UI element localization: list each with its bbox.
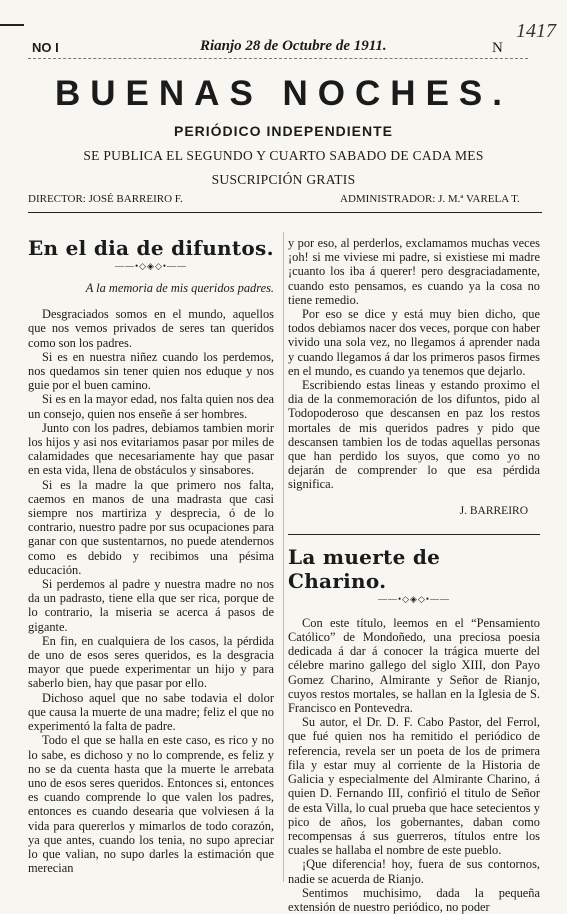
article-title: La muerte de Charino. — [288, 544, 441, 593]
left-column — [28, 232, 274, 875]
column-divider — [283, 232, 284, 882]
paragraph: Si es en nuestra niñez cuando los perdemos, nos quedamos sin tener quien nos eduque y nos guie por el buen camino. — [28, 349, 274, 393]
paragraph: Si es en la mayor edad, nos falta quien nos dea un consejo, quien nos enseñe á ser hombres. — [28, 392, 274, 421]
paragraph: Si es la madre la que primero nos falta, caemos en manos de una madrasta que casi siempre nos martiriza y desprecia, ó de lo contrario, nuestro padre por sus ocupaciones para ganar con que sustentarnos, no puede atendernos como es debido y recibimos una pésima educación. — [28, 477, 274, 577]
dedication: A la memoria de mis queridos padres. — [85, 281, 274, 295]
newspaper-subtitle: PERIÓDICO INDEPENDIENTE — [173, 123, 394, 139]
paragraph: y por eso, al perderlos, exclamamos muchas veces ¡oh! si me viviese mi padre, si existiese mi madre ¡cuanto los iba á querer! pero desgraciadamente, cuando esto pensamos, es cuando ya la cosa no tiene remedio. — [288, 236, 540, 307]
right-mark: N — [492, 40, 503, 56]
paragraph: Su autor, el Dr. D. F. Cabo Pastor, del Ferrol, que fué quien nos ha remitido el periódico de referencia, revela ser un poeta de los de primera fila y estar muy al corriente de la Historia de Galicia y especialmente del Almirante Charino, á quien D. Fernando III, confirió el titulo de Señor de esta Villa, lo cual prueba que hace setecientos y pico de años, los gobernantes, daban como recompensas á sus guerreros, títulos entre los cuales se hallaba el nombre de este pueblo. — [288, 715, 540, 858]
paragraph: Con este título, leemos en el “Pensamiento Católico” de Mondoñedo, una preciosa poesia dedicada á dar á conocer la trágica muerte del célebre marino gallego del siglo XIII, don Payo Gomez Charino, Almirante y Señor de Rianjo, cuyos restos mortales, se hallan en la Iglesia de S. Francisco en Pontevedra. — [288, 615, 540, 716]
issue-number: NO I — [32, 40, 59, 55]
ornament: ——•◇◈◇•—— — [377, 593, 451, 604]
masthead-top-rule — [28, 58, 528, 59]
paragraph: Si perdemos al padre y nuestra madre no nos da un padrasto, tiene ella que ser rica, porque de lo contrario, la miseria se acerca á pasos de gigante. — [28, 577, 274, 634]
paragraph: Por eso se dice y está muy bien dicho, que todos debiamos nacer dos veces, porque con haber vivido una sola vez, no llegamos á aprender nada y cuando llegamos á dar los primeros pasos firmes en el mundo, es cuando ya tenemos que dejarlo. — [288, 307, 540, 378]
signature: J. BARREIRO — [459, 504, 528, 517]
article-separator — [288, 534, 540, 535]
director-credit: DIRECTOR: JOSÉ BARREIRO F. — [28, 193, 183, 205]
subscription-note: SUSCRIPCIÓN GRATIS — [211, 172, 356, 187]
archive-mark: 1417 — [516, 20, 556, 42]
paragraph: Junto con los padres, debiamos tambien morir los hijos y asi nos evitariamos pasar por miles de calamidades que necesariamente hay que pasar en esta vida, llena de obstáculos y sinsabores. — [28, 420, 274, 478]
paragraph: ¡Que diferencia! hoy, fuera de sus contornos, nadie se acuerda de Rianjo. — [288, 857, 540, 886]
paragraph: Sentimos muchisimo, dada la pequeña extensión de nuestro periódico, no poder — [288, 885, 540, 914]
masthead-bottom-rule — [28, 212, 542, 213]
newspaper-title: BUENAS NOCHES. — [55, 74, 512, 113]
article-title: En el dia de difuntos. — [28, 236, 274, 260]
paragraph: Desgraciados somos en el mundo, aquellos que nos vemos privados de seres tan queridos como son los padres. — [28, 307, 274, 350]
paragraph: Dichoso aquel que no sabe todavia el dolor que causa la muerte de una madre; feliz el que no experimentó la falta de padre. — [28, 690, 274, 734]
dateline: Rianjo 28 de Octubre de 1911. — [200, 38, 387, 54]
ornament: ——•◇◈◇•—— — [114, 261, 188, 271]
paragraph: Escribiendo estas lineas y estando proximo el dia de la conmemoración de los difuntos, pido al Todopoderoso que descansen en paz los restos mortales de mis queridos padres y pido que descansen tambien los de todas aquellas personas que han perdido los suyos, que como yo no dejarán de comprender lo que esa pérdida significa. — [288, 378, 540, 492]
right-column — [288, 236, 540, 914]
administrator-credit: ADMINISTRADOR: J. M.ª VARELA T. — [340, 193, 520, 205]
paragraph: Todo el que se halla en este caso, es rico y no lo sabe, es dichoso y no lo comprende, es feliz y no se da cuenta hasta que la muerte le arrebata uno de esos seres queridos. Entonces si, entonces es cuando comprende lo que valen los padres, entonces es cuando desearia que volviesen á la vida para quererlos y mimarlos de todo corazón, ya que antes, cuando los tenia, no supo apreciar lo que valian, no supo darles la estimación que merecian — [28, 733, 274, 876]
publication-schedule: SE PUBLICA EL SEGUNDO Y CUARTO SABADO DE CADA MES — [83, 148, 484, 163]
corner-rule — [0, 24, 24, 26]
paragraph: En fin, en cualquiera de los casos, la pérdida de uno de esos seres queridos, es la desgracia mayor que puede experimentar un hijo y para saberlo bien, hay que pasar por ello. — [28, 633, 274, 691]
